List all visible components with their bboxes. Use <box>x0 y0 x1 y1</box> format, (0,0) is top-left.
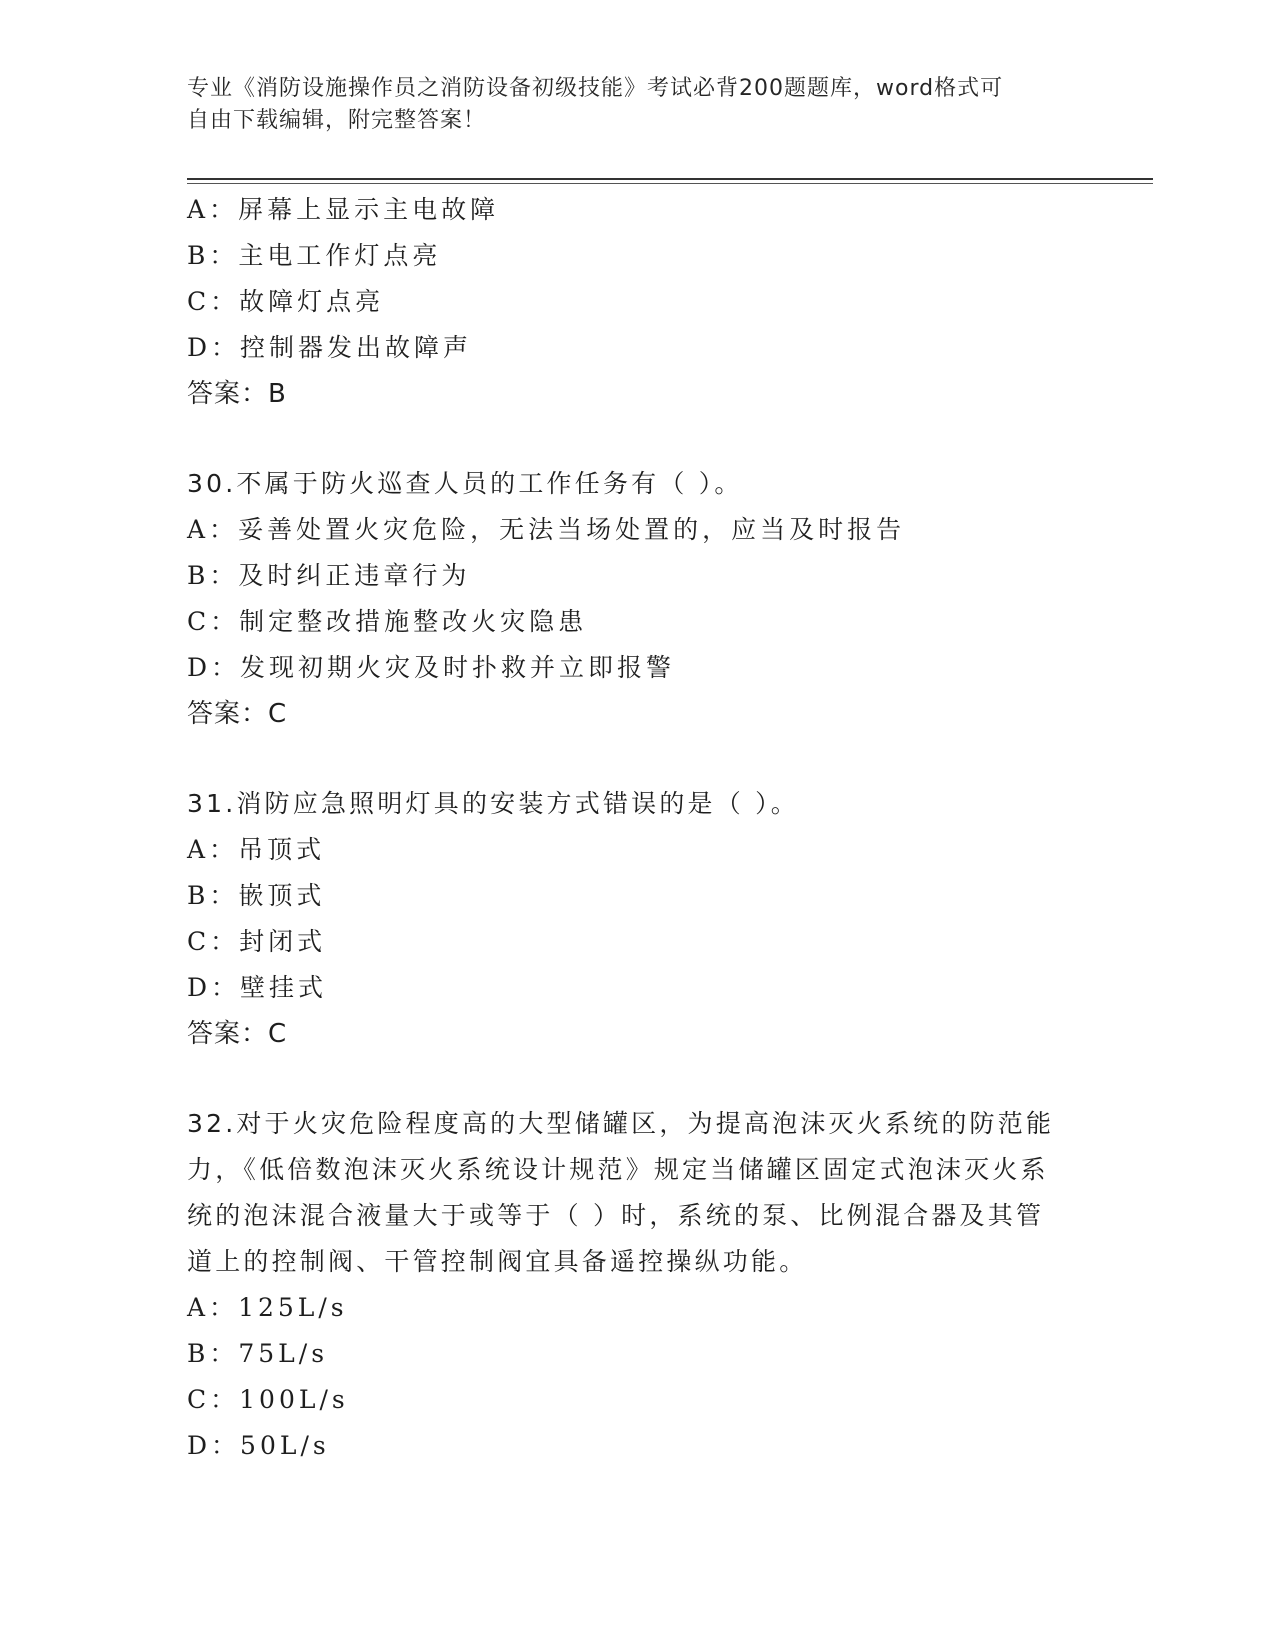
option-b: B：嵌顶式 <box>187 881 326 910</box>
option-d: D：控制器发出故障声 <box>187 333 473 362</box>
document-header <box>187 73 1067 137</box>
option-c: C：封闭式 <box>187 927 327 956</box>
option-d: D：壁挂式 <box>187 973 328 1002</box>
option-c: C：100L/s <box>187 1385 349 1414</box>
option-a: A：妥善处置火灾危险，无法当场处置的，应当及时报告 <box>187 515 906 544</box>
answer: 答案：B <box>187 379 287 409</box>
answer: 答案：C <box>187 1019 288 1049</box>
option-b: B：75L/s <box>187 1339 329 1368</box>
option-a: A：屏幕上显示主电故障 <box>187 195 500 224</box>
question-text: 32.对于火灾危险程度高的大型储罐区，为提高泡沫灭火系统的防范能力，《低倍数泡沫灭火系统设计规范》规定当储罐区固定式泡沫灭火系统的泡沫混合液量大于或等于（ ）时，系统的泵、比例混合器及其管道上的控制阀、干管控制阀宜具备遥控操纵功能。 <box>187 1109 1055 1276</box>
option-b: B：主电工作灯点亮 <box>187 241 442 270</box>
answer: 答案：C <box>187 699 288 729</box>
header-divider-bottom <box>187 183 1153 184</box>
option-c: C：制定整改措施整改火灾隐患 <box>187 607 588 636</box>
question-text: 30.不属于防火巡查人员的工作任务有（ ）。 <box>187 469 743 498</box>
header-line-1: 专业《消防设施操作员之消防设备初级技能》考试必背200题题库，word格式可 <box>187 76 1004 101</box>
option-d: D：发现初期火灾及时扑救并立即报警 <box>187 653 676 682</box>
question-text: 31.消防应急照明灯具的安装方式错误的是（ ）。 <box>187 789 800 818</box>
question-32-block <box>187 1101 1067 1469</box>
question-29-block <box>187 187 1067 417</box>
header-line-2: 自由下载编辑，附完整答案！ <box>187 108 487 133</box>
option-b: B：及时纠正违章行为 <box>187 561 471 590</box>
option-d: D：50L/s <box>187 1431 330 1460</box>
option-a: A：125L/s <box>187 1293 348 1322</box>
header-divider-top <box>187 178 1153 180</box>
question-list <box>187 187 1067 1469</box>
question-31-block <box>187 781 1067 1057</box>
option-a: A：吊顶式 <box>187 835 326 864</box>
option-c: C：故障灯点亮 <box>187 287 385 316</box>
question-30-block <box>187 461 1067 737</box>
